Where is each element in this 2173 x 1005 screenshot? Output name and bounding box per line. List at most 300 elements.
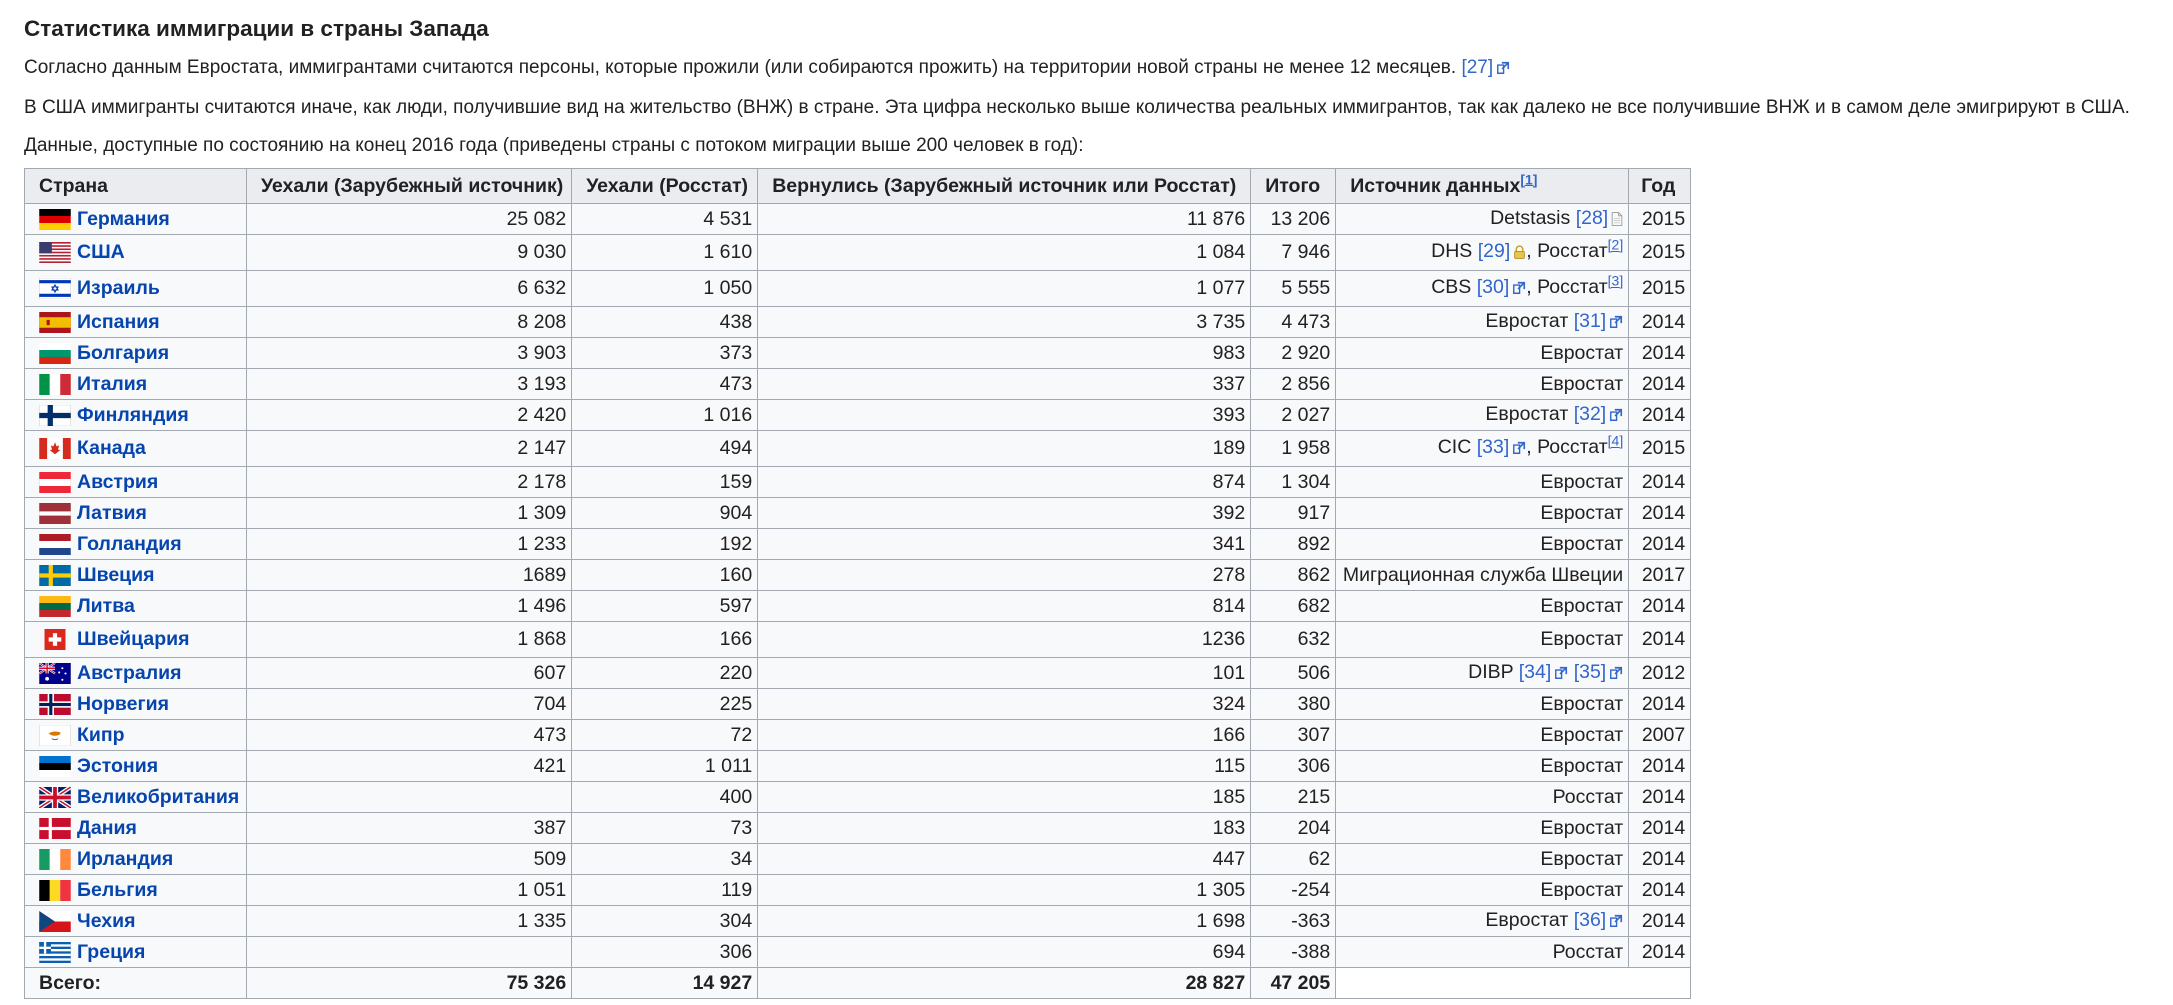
table-row: [25, 875, 1691, 906]
country-link[interactable]: Швеция: [77, 563, 155, 586]
country-link[interactable]: Израиль: [77, 277, 160, 299]
table-row: [25, 658, 1691, 689]
external-link-icon[interactable]: [1609, 312, 1623, 335]
source-name: Росстат: [1552, 785, 1624, 808]
country-link[interactable]: Италия: [77, 372, 148, 395]
left-foreign-cell: 1689: [247, 560, 572, 591]
source-name: DHS: [1431, 240, 1473, 262]
switzerland-flag[interactable]: [39, 629, 71, 650]
source-name: Евростат: [1540, 532, 1624, 555]
external-link-icon[interactable]: [1609, 911, 1623, 934]
returned-cell: 337: [758, 369, 1251, 400]
table-row: [25, 906, 1691, 937]
country-cell: [25, 591, 247, 622]
country-cell: [25, 431, 247, 467]
source-cell: [1336, 658, 1629, 689]
year-cell: 2014: [1629, 813, 1691, 844]
source-cell: [1336, 560, 1629, 591]
left-rosstat-cell: 304: [572, 906, 758, 937]
total-cell: 632: [1251, 622, 1336, 658]
table-row: [25, 529, 1691, 560]
left-rosstat-cell: 34: [572, 844, 758, 875]
left-foreign-cell: 704: [247, 689, 572, 720]
column-header-total[interactable]: Итого: [1251, 169, 1336, 204]
country-link[interactable]: Голландия: [77, 532, 182, 555]
returned-cell: 115: [758, 751, 1251, 782]
belgium-flag[interactable]: [39, 880, 71, 901]
returned-cell: 392: [758, 498, 1251, 529]
greece-flag[interactable]: [39, 942, 71, 963]
left-rosstat-cell: 166: [572, 622, 758, 658]
left-rosstat-cell: 494: [572, 431, 758, 467]
austria-flag[interactable]: [39, 472, 71, 493]
source-name: DIBP: [1468, 660, 1514, 683]
source-cell: [1336, 591, 1629, 622]
year-cell: 2014: [1629, 751, 1691, 782]
table-row: [25, 307, 1691, 338]
bulgaria-flag[interactable]: [39, 343, 71, 364]
country-cell: [25, 338, 247, 369]
total-cell: 1 304: [1251, 467, 1336, 498]
left-rosstat-cell: 72: [572, 720, 758, 751]
left-foreign-cell: 473: [247, 720, 572, 751]
year-cell: 2014: [1629, 498, 1691, 529]
country-cell: [25, 369, 247, 400]
left-rosstat-cell: 4 531: [572, 204, 758, 235]
table-header-row: [25, 169, 1691, 204]
total-cell: 5 555: [1251, 271, 1336, 307]
document-icon: [1611, 209, 1623, 232]
left-rosstat-cell: 160: [572, 560, 758, 591]
external-link-icon[interactable]: [1512, 278, 1526, 301]
left-rosstat-cell: 400: [572, 782, 758, 813]
source-reference-link[interactable]: [36]: [1573, 908, 1607, 931]
source-name: Евростат: [1540, 594, 1624, 617]
totals-row: [25, 968, 1691, 999]
year-cell: 2014: [1629, 591, 1691, 622]
country-cell: [25, 813, 247, 844]
source-cell: [1336, 338, 1629, 369]
left-rosstat-cell: 904: [572, 498, 758, 529]
left-foreign-cell: [247, 782, 572, 813]
left-foreign-cell: 3 193: [247, 369, 572, 400]
source-cell: [1336, 204, 1629, 235]
country-cell: [25, 751, 247, 782]
source-name: Евростат: [1540, 816, 1624, 839]
external-link-icon[interactable]: [1512, 438, 1526, 461]
country-link[interactable]: Швейцария: [77, 628, 190, 650]
year-cell: 2014: [1629, 369, 1691, 400]
total-cell: -254: [1251, 875, 1336, 906]
year-cell: 2014: [1629, 844, 1691, 875]
country-link[interactable]: Германия: [77, 207, 170, 230]
year-cell: 2014: [1629, 307, 1691, 338]
column-header-source-label: Источник данных: [1350, 174, 1521, 197]
year-cell: 2015: [1629, 271, 1691, 307]
returned-cell: 983: [758, 338, 1251, 369]
table-row: [25, 622, 1691, 658]
external-link-icon[interactable]: [1554, 663, 1568, 686]
country-cell: [25, 658, 247, 689]
country-link[interactable]: Кипр: [77, 723, 125, 746]
returned-cell: 166: [758, 720, 1251, 751]
total-cell: 62: [1251, 844, 1336, 875]
total-cell: 917: [1251, 498, 1336, 529]
source-reference-link[interactable]: [29]: [1477, 240, 1511, 262]
year-cell: 2014: [1629, 622, 1691, 658]
year-cell: 2015: [1629, 204, 1691, 235]
source-name: Евростат: [1540, 501, 1624, 524]
estonia-flag[interactable]: [39, 756, 71, 777]
source-reference-link[interactable]: [30]: [1476, 276, 1510, 298]
total-cell: 307: [1251, 720, 1336, 751]
year-cell: 2014: [1629, 400, 1691, 431]
source-cell: [1336, 271, 1629, 307]
year-cell: 2012: [1629, 658, 1691, 689]
country-link[interactable]: Испания: [77, 310, 160, 333]
total-cell: 13 206: [1251, 204, 1336, 235]
total-cell: 4 473: [1251, 307, 1336, 338]
total-cell: 306: [1251, 751, 1336, 782]
year-cell: 2014: [1629, 467, 1691, 498]
country-cell: [25, 937, 247, 968]
country-link[interactable]: США: [77, 241, 125, 263]
left-foreign-cell: 2 178: [247, 467, 572, 498]
source-cell: [1336, 689, 1629, 720]
left-rosstat-cell: 473: [572, 369, 758, 400]
country-cell: [25, 906, 247, 937]
source-name: Евростат: [1540, 754, 1624, 777]
left-rosstat-cell: 119: [572, 875, 758, 906]
source-cell: [1336, 529, 1629, 560]
left-foreign-cell: 9 030: [247, 235, 572, 271]
table-row: [25, 467, 1691, 498]
table-row: [25, 751, 1691, 782]
left-rosstat-cell: 373: [572, 338, 758, 369]
table-row: [25, 813, 1691, 844]
usa-flag[interactable]: [39, 242, 71, 263]
returned-cell: 1 305: [758, 875, 1251, 906]
source-cell: [1336, 400, 1629, 431]
country-link[interactable]: Латвия: [77, 501, 147, 524]
returned-cell: 3 735: [758, 307, 1251, 338]
latvia-flag[interactable]: [39, 503, 71, 524]
total-cell: 2 920: [1251, 338, 1336, 369]
total-cell: -363: [1251, 906, 1336, 937]
country-link[interactable]: Норвегия: [77, 692, 169, 715]
source-name: Евростат: [1540, 878, 1624, 901]
totals-label: Всего:: [25, 968, 247, 999]
source-cell: [1336, 498, 1629, 529]
year-cell: 2014: [1629, 529, 1691, 560]
year-cell: 2014: [1629, 906, 1691, 937]
source-name: CIC: [1437, 436, 1472, 458]
left-foreign-cell: 421: [247, 751, 572, 782]
immigration-table: [24, 168, 1691, 999]
table-row: [25, 720, 1691, 751]
left-rosstat-cell: 73: [572, 813, 758, 844]
table-row: [25, 689, 1691, 720]
source-name: Евростат: [1540, 341, 1624, 364]
country-link[interactable]: Эстония: [77, 754, 159, 777]
norway-flag[interactable]: [39, 694, 71, 715]
source-reference-link[interactable]: [32]: [1573, 402, 1607, 425]
paragraph-eurostat: [24, 54, 2149, 84]
lithuania-flag[interactable]: [39, 596, 71, 617]
uk-flag[interactable]: [39, 787, 71, 808]
total-cell: 1 958: [1251, 431, 1336, 467]
sweden-flag[interactable]: [39, 565, 71, 586]
source-name: Миграционная служба Швеции: [1342, 563, 1624, 586]
returned-cell: 447: [758, 844, 1251, 875]
left-rosstat-cell: 438: [572, 307, 758, 338]
left-rosstat-cell: 1 016: [572, 400, 758, 431]
source-name-secondary: , Росстат: [1526, 240, 1608, 262]
country-cell: [25, 875, 247, 906]
source-cell: [1336, 906, 1629, 937]
source-reference-link[interactable]: [33]: [1476, 436, 1510, 458]
germany-flag[interactable]: [39, 209, 71, 230]
left-foreign-cell: 1 335: [247, 906, 572, 937]
country-link[interactable]: Литва: [77, 594, 135, 617]
table-row: [25, 937, 1691, 968]
totals-returned: 28 827: [758, 968, 1251, 999]
total-cell: 2 027: [1251, 400, 1336, 431]
israel-flag[interactable]: [39, 278, 71, 299]
country-link[interactable]: Ирландия: [77, 847, 174, 870]
country-cell: [25, 560, 247, 591]
returned-cell: 874: [758, 467, 1251, 498]
netherlands-flag[interactable]: [39, 534, 71, 555]
source-cell: [1336, 467, 1629, 498]
year-cell: 2014: [1629, 689, 1691, 720]
reference-link-27[interactable]: [27]: [1461, 57, 1494, 78]
total-cell: 380: [1251, 689, 1336, 720]
source-name: Росстат: [1552, 940, 1624, 963]
country-link[interactable]: Канада: [77, 437, 146, 459]
country-link[interactable]: Великобритания: [77, 785, 240, 808]
italy-flag[interactable]: [39, 374, 71, 395]
source-name: Евростат: [1540, 372, 1624, 395]
left-foreign-cell: 1 233: [247, 529, 572, 560]
australia-flag[interactable]: [39, 663, 71, 684]
source-reference-link[interactable]: [35]: [1573, 660, 1607, 683]
country-cell: [25, 400, 247, 431]
left-rosstat-cell: 220: [572, 658, 758, 689]
paragraph-usa: В США иммигранты считаются иначе, как люди, получившие вид на жительство (ВНЖ) в стране. Эта цифра несколько выше количества реальных иммигрантов, так как далеко не все получившие ВНЖ и в самом деле эмигрируют в США.: [24, 97, 2130, 118]
left-foreign-cell: 2 147: [247, 431, 572, 467]
source-reference-link[interactable]: [31]: [1573, 309, 1607, 332]
left-rosstat-cell: 1 011: [572, 751, 758, 782]
left-foreign-cell: 3 903: [247, 338, 572, 369]
country-link[interactable]: Болгария: [77, 341, 170, 364]
table-row: [25, 431, 1691, 467]
left-foreign-cell: 2 420: [247, 400, 572, 431]
total-cell: 7 946: [1251, 235, 1336, 271]
returned-cell: 694: [758, 937, 1251, 968]
left-foreign-cell: 1 868: [247, 622, 572, 658]
paragraph-data-intro: Данные, доступные по состоянию на конец 2016 года (приведены страны с потоком миграции выше 200 человек в год):: [24, 135, 1084, 156]
returned-cell: 393: [758, 400, 1251, 431]
country-cell: [25, 689, 247, 720]
note-reference-link[interactable]: [4]: [1607, 432, 1624, 449]
country-cell: [25, 622, 247, 658]
spain-flag[interactable]: [39, 312, 71, 333]
country-link[interactable]: Австрия: [77, 470, 159, 493]
source-reference-link[interactable]: [28]: [1575, 206, 1609, 229]
column-header-returned[interactable]: Вернулись (Зарубежный источник или Росстат): [758, 169, 1251, 204]
country-cell: [25, 498, 247, 529]
returned-cell: 183: [758, 813, 1251, 844]
source-cell: [1336, 720, 1629, 751]
returned-cell: 814: [758, 591, 1251, 622]
source-name: Евростат: [1485, 908, 1569, 931]
left-foreign-cell: 25 082: [247, 204, 572, 235]
table-row: [25, 844, 1691, 875]
returned-cell: 189: [758, 431, 1251, 467]
paragraph-eurostat-text: Согласно данным Евростата, иммигрантами считаются персоны, которые прожили (или собираются прожить) на территории новой страны не менее 12 месяцев.: [24, 57, 1457, 78]
left-rosstat-cell: 192: [572, 529, 758, 560]
source-name: Евростат: [1485, 309, 1569, 332]
country-cell: [25, 204, 247, 235]
source-name: Detstasis: [1490, 206, 1571, 229]
finland-flag[interactable]: [39, 405, 71, 426]
section-heading: Статистика иммиграции в страны Запада: [24, 16, 489, 41]
column-header-year[interactable]: Год: [1629, 169, 1691, 204]
year-cell: 2015: [1629, 431, 1691, 467]
source-cell: [1336, 307, 1629, 338]
left-rosstat-cell: 1 050: [572, 271, 758, 307]
external-link-icon[interactable]: [1609, 663, 1623, 686]
country-cell: [25, 782, 247, 813]
reference-link-note-1[interactable]: [1]: [1520, 171, 1538, 187]
column-header-source[interactable]: [1336, 169, 1629, 204]
column-header-left-rosstat[interactable]: Уехали (Росстат): [572, 169, 758, 204]
left-foreign-cell: 607: [247, 658, 572, 689]
totals-empty-cell: [1336, 968, 1691, 999]
total-cell: 862: [1251, 560, 1336, 591]
left-rosstat-cell: 597: [572, 591, 758, 622]
returned-cell: 324: [758, 689, 1251, 720]
totals-left-rosstat: 14 927: [572, 968, 758, 999]
year-cell: 2014: [1629, 782, 1691, 813]
left-foreign-cell: [247, 937, 572, 968]
source-cell: [1336, 431, 1629, 467]
note-reference-link[interactable]: [3]: [1607, 272, 1624, 289]
total-cell: 2 856: [1251, 369, 1336, 400]
source-name-secondary: , Росстат: [1526, 276, 1608, 298]
country-link[interactable]: Австралия: [77, 661, 182, 684]
source-name: Евростат: [1540, 470, 1624, 493]
cyprus-flag[interactable]: [39, 725, 71, 746]
table-row: [25, 235, 1691, 271]
totals-left-foreign: 75 326: [247, 968, 572, 999]
total-cell: -388: [1251, 937, 1336, 968]
source-cell: [1336, 844, 1629, 875]
returned-cell: 1236: [758, 622, 1251, 658]
returned-cell: 278: [758, 560, 1251, 591]
column-header-left-foreign[interactable]: Уехали (Зарубежный источник): [247, 169, 572, 204]
totals-total: 47 205: [1251, 968, 1336, 999]
country-link[interactable]: Греция: [77, 940, 146, 963]
left-rosstat-cell: 1 610: [572, 235, 758, 271]
external-link-icon[interactable]: [1609, 405, 1623, 428]
total-cell: 506: [1251, 658, 1336, 689]
table-row: [25, 369, 1691, 400]
left-rosstat-cell: 159: [572, 467, 758, 498]
table-row: [25, 400, 1691, 431]
left-foreign-cell: 387: [247, 813, 572, 844]
source-cell: [1336, 937, 1629, 968]
source-reference-link[interactable]: [34]: [1518, 660, 1552, 683]
table-row: [25, 271, 1691, 307]
source-name: Евростат: [1540, 628, 1624, 650]
country-link[interactable]: Дания: [77, 816, 137, 839]
source-cell: [1336, 782, 1629, 813]
left-foreign-cell: 8 208: [247, 307, 572, 338]
returned-cell: 101: [758, 658, 1251, 689]
canada-flag[interactable]: [39, 438, 71, 459]
source-cell: [1336, 369, 1629, 400]
table-row: [25, 204, 1691, 235]
year-cell: 2017: [1629, 560, 1691, 591]
source-name-secondary: , Росстат: [1526, 436, 1608, 458]
year-cell: 2015: [1629, 235, 1691, 271]
source-name: CBS: [1431, 276, 1472, 298]
ireland-flag[interactable]: [39, 849, 71, 870]
year-cell: 2007: [1629, 720, 1691, 751]
year-cell: 2014: [1629, 338, 1691, 369]
source-name: Евростат: [1540, 723, 1624, 746]
total-cell: 215: [1251, 782, 1336, 813]
left-foreign-cell: 1 051: [247, 875, 572, 906]
year-cell: 2014: [1629, 875, 1691, 906]
source-name: Евростат: [1485, 402, 1569, 425]
table-row: [25, 782, 1691, 813]
left-rosstat-cell: 225: [572, 689, 758, 720]
country-cell: [25, 720, 247, 751]
returned-cell: 1 698: [758, 906, 1251, 937]
note-reference-link[interactable]: [2]: [1607, 236, 1624, 253]
country-link[interactable]: Финляндия: [77, 403, 189, 426]
total-cell: 204: [1251, 813, 1336, 844]
source-cell: [1336, 751, 1629, 782]
source-cell: [1336, 622, 1629, 658]
source-cell: [1336, 235, 1629, 271]
country-link[interactable]: Чехия: [77, 909, 136, 932]
czech-flag[interactable]: [39, 911, 71, 932]
table-row: [25, 591, 1691, 622]
left-rosstat-cell: 306: [572, 937, 758, 968]
country-cell: [25, 271, 247, 307]
table-row: [25, 338, 1691, 369]
denmark-flag[interactable]: [39, 818, 71, 839]
returned-cell: 185: [758, 782, 1251, 813]
column-header-country[interactable]: Страна: [25, 169, 247, 204]
total-cell: 682: [1251, 591, 1336, 622]
source-cell: [1336, 875, 1629, 906]
source-name: Евростат: [1540, 692, 1624, 715]
left-foreign-cell: 1 309: [247, 498, 572, 529]
total-cell: 892: [1251, 529, 1336, 560]
left-foreign-cell: 6 632: [247, 271, 572, 307]
source-cell: [1336, 813, 1629, 844]
lock-icon: [1513, 242, 1526, 265]
country-link[interactable]: Бельгия: [77, 878, 158, 901]
left-foreign-cell: 1 496: [247, 591, 572, 622]
table-row: [25, 560, 1691, 591]
external-link-icon[interactable]: [1496, 56, 1510, 84]
